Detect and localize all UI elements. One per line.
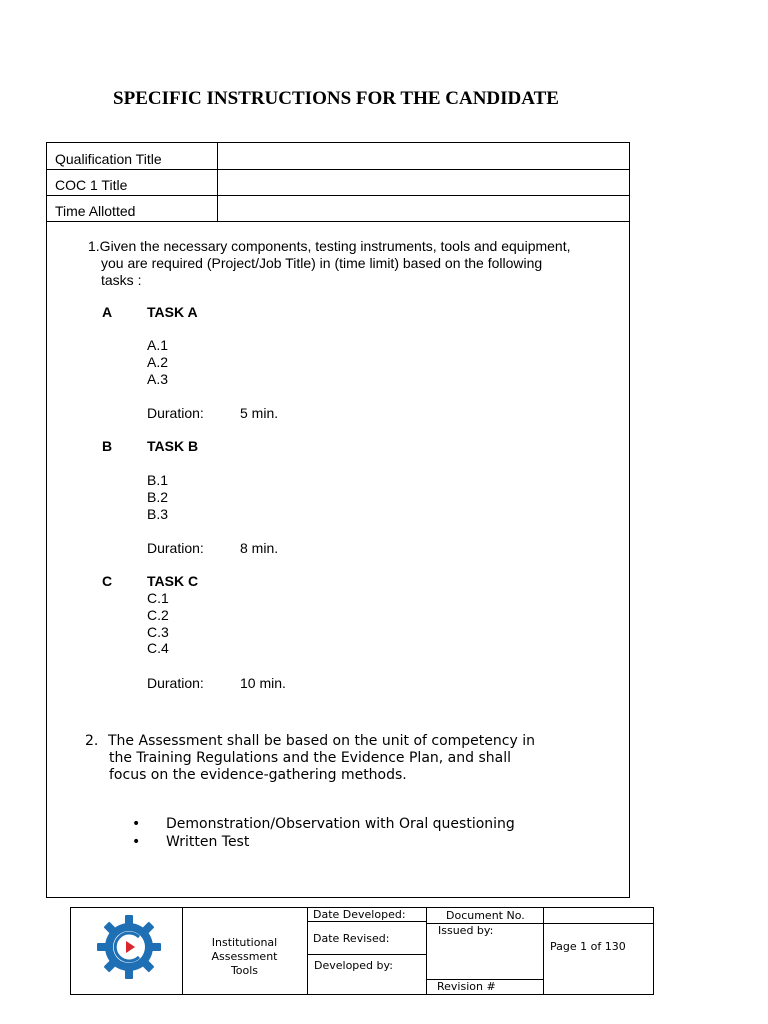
instruction-2-line3: focus on the evidence-gathering methods. <box>109 767 407 783</box>
task-c-name: TASK C <box>147 573 199 589</box>
developed-by-label: Developed by: <box>314 959 393 972</box>
instruction-2-line1: The Assessment shall be based on the unit of competency in <box>108 733 535 749</box>
task-b-item: B.3 <box>147 506 169 522</box>
footer-divider <box>307 954 426 955</box>
task-c-item: C.4 <box>147 640 169 656</box>
footer-divider <box>426 908 427 994</box>
date-revised-label: Date Revised: <box>313 932 390 945</box>
footer-org-line: Assessment <box>211 950 278 963</box>
footer-org <box>182 936 307 978</box>
method-item: Demonstration/Observation with Oral questioning <box>166 816 515 832</box>
task-c-letter: C <box>102 573 113 589</box>
instruction-2-line2: the Training Regulations and the Evidence Plan, and shall <box>109 750 511 766</box>
coc-label: COC 1 Title <box>55 177 128 193</box>
footer-divider <box>543 908 544 994</box>
document-no-label: Document No. <box>446 909 525 922</box>
bullet-icon: • <box>132 834 141 850</box>
task-c-duration: 10 min. <box>240 675 286 691</box>
document-footer <box>70 907 654 995</box>
task-a-letter: A <box>102 304 113 320</box>
footer-org-line: Tools <box>230 964 259 977</box>
task-a-duration-label: Duration: <box>147 405 204 421</box>
task-b-duration-label: Duration: <box>147 540 204 556</box>
task-b-name: TASK B <box>147 438 199 454</box>
table-divider <box>217 143 218 221</box>
issued-by-label: Issued by: <box>438 924 494 937</box>
date-developed-label: Date Developed: <box>313 908 406 921</box>
gear-logo-icon <box>95 913 163 981</box>
task-a-duration: 5 min. <box>240 405 279 421</box>
time-label: Time Allotted <box>55 203 136 219</box>
task-c-item: C.2 <box>147 607 169 623</box>
time-row <box>47 195 629 221</box>
qualification-label: Qualification Title <box>55 151 162 167</box>
qualification-row <box>47 143 629 170</box>
instruction-1-line3: tasks : <box>101 272 142 288</box>
coc-row <box>47 169 629 196</box>
instructions-box <box>46 221 630 898</box>
task-b-item: B.1 <box>147 472 169 488</box>
revision-label: Revision # <box>437 980 496 993</box>
task-c-item: C.3 <box>147 624 169 640</box>
task-a-item: A.2 <box>147 354 169 370</box>
task-a-name: TASK A <box>147 304 198 320</box>
footer-divider <box>307 921 426 922</box>
footer-org-line: Institutional <box>211 936 278 949</box>
task-b-letter: B <box>102 438 113 454</box>
candidate-info-table <box>46 142 630 222</box>
task-c-item: C.1 <box>147 590 169 606</box>
method-item: Written Test <box>166 834 250 850</box>
task-a-item: A.3 <box>147 371 169 387</box>
task-b-item: B.2 <box>147 489 169 505</box>
instruction-1-line1: 1.Given the necessary components, testing instruments, tools and equipment, <box>88 238 571 254</box>
task-a-item: A.1 <box>147 337 169 353</box>
bullet-icon: • <box>132 816 141 832</box>
instruction-2-number: 2. <box>85 733 99 749</box>
instruction-1-line2: you are required (Project/Job Title) in (time limit) based on the following <box>101 255 543 271</box>
page-indicator: Page 1 of 130 <box>550 940 626 953</box>
task-b-duration: 8 min. <box>240 540 279 556</box>
task-c-duration-label: Duration: <box>147 675 204 691</box>
page-title: SPECIFIC INSTRUCTIONS FOR THE CANDIDATE <box>113 88 559 109</box>
